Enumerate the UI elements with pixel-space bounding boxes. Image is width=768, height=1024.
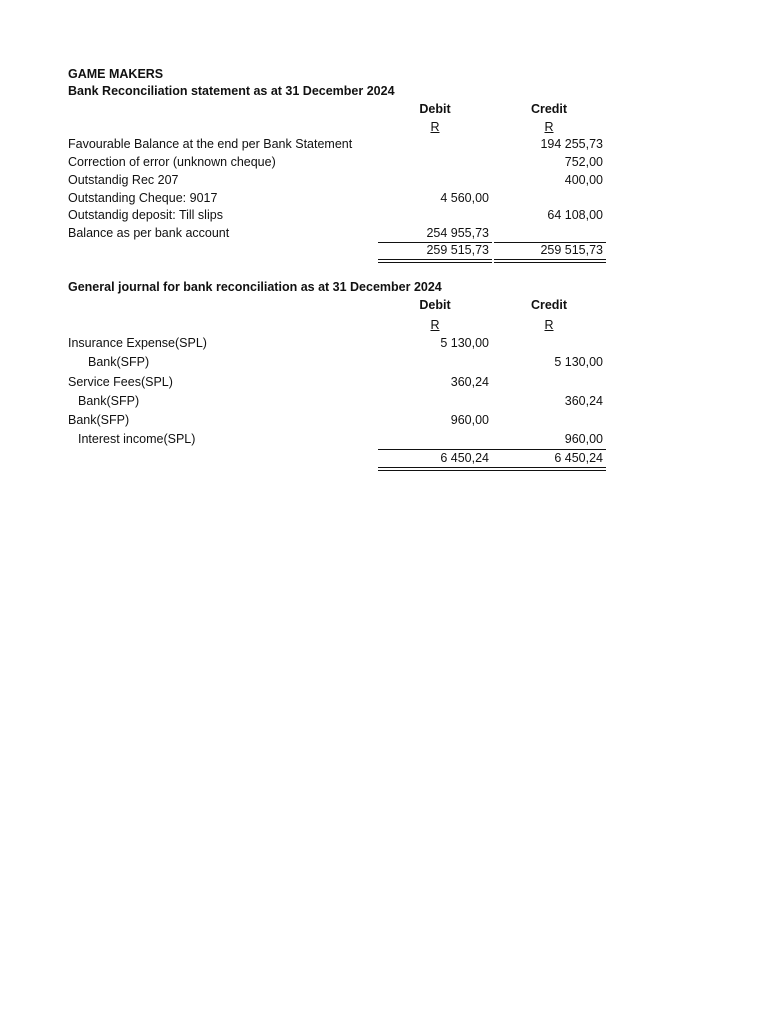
journal-credit-currency bbox=[494, 318, 604, 333]
reconciliation-debit-double-rule bbox=[378, 259, 492, 263]
reconciliation-credit-header: Credit bbox=[530, 102, 568, 116]
journal-row-debit: 960,00 bbox=[450, 413, 489, 427]
journal-total-debit: 6 450,24 bbox=[440, 451, 489, 465]
journal-row-label: Bank(SFP) bbox=[88, 355, 150, 369]
journal-row-credit: 960,00 bbox=[564, 432, 603, 446]
currency-symbol: R bbox=[430, 120, 440, 134]
journal-credit-header: Credit bbox=[530, 298, 568, 312]
journal-row-debit: 360,24 bbox=[450, 375, 489, 389]
reconciliation-row-debit: 254 955,73 bbox=[426, 226, 489, 240]
journal-row-label: Bank(SFP) bbox=[68, 413, 130, 427]
reconciliation-total-credit: 259 515,73 bbox=[540, 243, 603, 257]
journal-row-debit: 5 130,00 bbox=[440, 336, 489, 350]
currency-symbol: R bbox=[544, 318, 554, 332]
journal-double-rule bbox=[378, 467, 606, 471]
journal-title: General journal for bank reconciliation as at 31 December 2024 bbox=[68, 280, 442, 294]
journal-row-credit: 5 130,00 bbox=[554, 355, 603, 369]
currency-symbol: R bbox=[544, 120, 554, 134]
reconciliation-credit-double-rule bbox=[494, 259, 606, 263]
journal-row-label: Bank(SFP) bbox=[78, 394, 140, 408]
reconciliation-row-label: Outstanding Cheque: 9017 bbox=[68, 191, 218, 205]
journal-total-rule bbox=[378, 449, 606, 450]
reconciliation-title: Bank Reconciliation statement as at 31 December 2024 bbox=[68, 84, 395, 98]
journal-debit-currency bbox=[378, 318, 492, 333]
journal-row-label: Interest income(SPL) bbox=[78, 432, 196, 446]
journal-total-credit: 6 450,24 bbox=[554, 451, 603, 465]
reconciliation-row-label: Balance as per bank account bbox=[68, 226, 230, 240]
reconciliation-row-label: Outstandig Rec 207 bbox=[68, 173, 179, 187]
reconciliation-credit-currency bbox=[494, 120, 604, 135]
reconciliation-debit-currency bbox=[378, 120, 492, 135]
reconciliation-row-label: Favourable Balance at the end per Bank Statement bbox=[68, 137, 353, 151]
reconciliation-row-credit: 64 108,00 bbox=[547, 208, 603, 222]
currency-symbol: R bbox=[430, 318, 440, 332]
journal-row-label: Insurance Expense(SPL) bbox=[68, 336, 207, 350]
journal-row-label: Service Fees(SPL) bbox=[68, 375, 173, 389]
journal-row-credit: 360,24 bbox=[564, 394, 603, 408]
reconciliation-row-credit: 400,00 bbox=[564, 173, 603, 187]
reconciliation-row-debit: 4 560,00 bbox=[440, 191, 489, 205]
reconciliation-row-label: Correction of error (unknown cheque) bbox=[68, 155, 276, 169]
reconciliation-total-debit: 259 515,73 bbox=[426, 243, 489, 257]
reconciliation-row-credit: 752,00 bbox=[564, 155, 603, 169]
reconciliation-debit-header: Debit bbox=[419, 102, 451, 116]
reconciliation-row-credit: 194 255,73 bbox=[540, 137, 603, 151]
reconciliation-row-label: Outstandig deposit: Till slips bbox=[68, 208, 223, 222]
journal-debit-header: Debit bbox=[419, 298, 451, 312]
company-name: GAME MAKERS bbox=[68, 67, 164, 81]
